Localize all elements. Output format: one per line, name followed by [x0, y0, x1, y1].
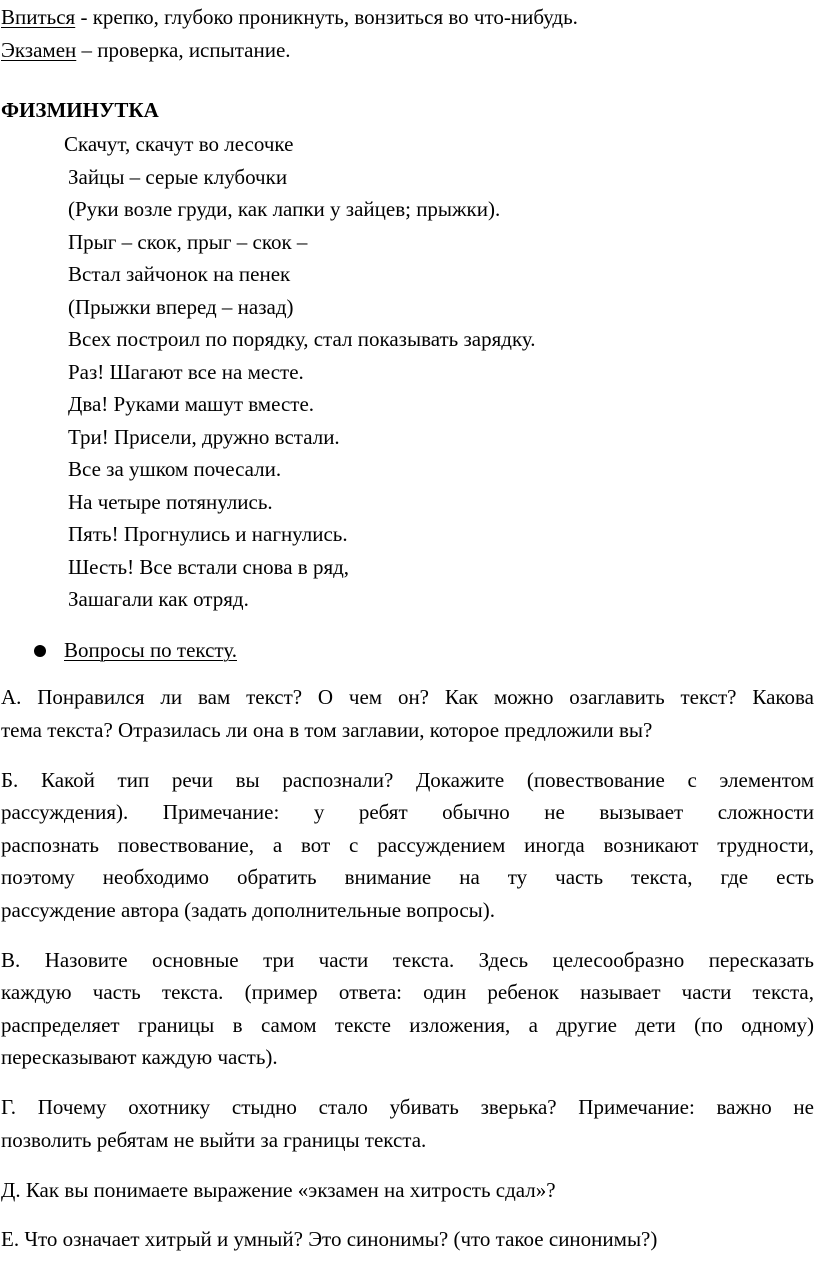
poem-line: Зайцы – серые клубочки [68, 165, 288, 189]
poem-line: Два! Руками машут вместе. [68, 392, 315, 416]
definition-term: Экзамен [1, 38, 77, 62]
poem-line: Шесть! Все встали снова в ряд, [68, 555, 350, 579]
paragraph-line: А. Понравился ли вам текст? О чем он? Как можно озаглавить текст? Какова [1, 685, 814, 709]
paragraph-line: распознать повествование, а вот с рассуждением иногда возникают трудности, [1, 833, 814, 857]
paragraph-line: В. Назовите основные три части текста. Здесь целесообразно пересказать [1, 948, 814, 972]
paragraph-line: рассуждение автора (задать дополнительные вопросы). [1, 898, 496, 922]
poem-line: (Прыжки вперед – назад) [68, 295, 294, 319]
poem-line: Пять! Прогнулись и нагнулись. [68, 522, 348, 546]
definition-line [1, 7, 578, 28]
paragraph-line: Д. Как вы понимаете выражение «экзамен на хитрость сдал»? [1, 1178, 556, 1202]
poem-line: Встал зайчонок на пенек [68, 262, 291, 286]
paragraph-line: распределяет границы в самом тексте изложения, а другие дети (по одному) [1, 1013, 814, 1037]
poem-line: Зашагали как отряд. [68, 587, 249, 611]
paragraph-line: Е. Что означает хитрый и умный? Это синонимы? (что такое синонимы?) [1, 1227, 658, 1251]
poem-line: Все за ушком почесали. [68, 457, 282, 481]
poem-line: Три! Присели, дружно встали. [68, 425, 340, 449]
definition-term: Впиться [1, 5, 76, 29]
paragraph-line: позволить ребятам не выйти за границы текста. [1, 1128, 427, 1152]
bullet-title: Вопросы по тексту. [64, 638, 237, 662]
poem-line: Всех построил по порядку, стал показывать зарядку. [68, 327, 536, 351]
paragraph-line: каждую часть текста. (пример ответа: один ребенок называет части текста, [1, 980, 814, 1004]
paragraph-line: поэтому необходимо обратить внимание на ту часть текста, где есть [1, 865, 814, 889]
poem-line: Скачут, скачут во лесочке [64, 132, 294, 156]
poem-line: На четыре потянулись. [68, 490, 273, 514]
poem-line: (Руки возле груди, как лапки у зайцев; прыжки). [68, 197, 501, 221]
definition-text: – проверка, испытание. [76, 38, 291, 62]
section-heading: ФИЗМИНУТКА [1, 98, 159, 122]
paragraph-line: пересказывают каждую часть). [1, 1045, 278, 1069]
poem-line: Раз! Шагают все на месте. [68, 360, 304, 384]
poem-line: Прыг – скок, прыг – скок – [68, 230, 308, 254]
bullet-dot-icon [34, 645, 46, 657]
definition-line [1, 40, 291, 61]
paragraph-line: рассуждения). Примечание: у ребят обычно не вызывает сложности [1, 800, 814, 824]
paragraph-line: тема текста? Отразилась ли она в том заглавии, которое предложили вы? [1, 718, 653, 742]
paragraph-line: Б. Какой тип речи вы распознали? Докажите (повествование с элементом [1, 768, 814, 792]
paragraph-line: Г. Почему охотнику стыдно стало убивать зверька? Примечание: важно не [1, 1095, 814, 1119]
definition-text: - крепко, глубоко проникнуть, вонзиться во что-нибудь. [75, 5, 578, 29]
